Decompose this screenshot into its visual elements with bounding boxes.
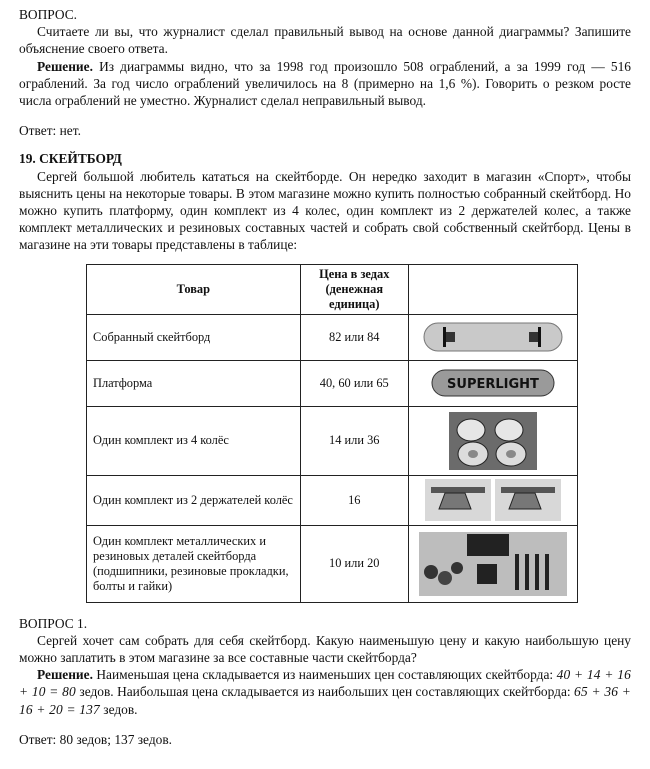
row-name: Один комплект из 2 держателей колёс — [87, 475, 301, 525]
prev-question-text: Считаете ли вы, что журналист сделал правильный вывод на основе данной диаграммы? Запишите объяснение своего ответа. — [19, 24, 631, 57]
question1-answer: Ответ: 80 зедов; 137 зедов. — [19, 731, 172, 747]
solution-text-3: зедов. — [99, 701, 138, 717]
solution-label: Решение. — [37, 58, 93, 74]
row-price: 82 или 84 — [300, 314, 408, 360]
solution-label: Решение. — [37, 667, 93, 683]
prices-table — [86, 264, 578, 603]
prev-question-label: ВОПРОС. — [19, 7, 77, 22]
wheels-image — [408, 406, 577, 475]
hardware-image — [408, 525, 577, 602]
table-row — [87, 314, 578, 360]
row-price: 40, 60 или 65 — [300, 360, 408, 406]
header-price: Цена в зедах (денежная единица) — [300, 264, 408, 314]
solution-text: Наименьшая цена складывается из наименьших цен составляющих скейтборда: — [92, 667, 557, 683]
trucks-image — [408, 475, 577, 525]
section-title: 19. СКЕЙТБОРД — [19, 151, 122, 167]
table-row — [87, 406, 578, 475]
prev-solution-text: Из диаграммы видно, что за 1998 год произошло 508 ограблений, а за 1999 год — 516 ограблений. За год число ограблений увеличилось на 8 (примерно на 1,6 %). Говорить о резком росте числа ограблений не уместно. Журналист сделал неправильный вывод. — [19, 58, 631, 109]
header-item: Товар — [87, 264, 301, 314]
table-row — [87, 360, 578, 406]
table-row — [87, 525, 578, 602]
max-price-expression: 65 + 36 + 16 + 20 = 137 — [19, 684, 632, 717]
assembled-skateboard-image — [408, 314, 577, 360]
section-intro: Сергей большой любитель кататься на скейтборде. Он нередко заходит в магазин «Спорт», чтобы выяснить цены на некоторые товары. В этом магазине можно купить полностью собранный скейтборд. Но можно купить платформу, один комплект из 4 колес, один комплект из 2 держателей колес, а также комплект металлических и резиновых составных частей и собрать свой собственный скейтборд. Цены в магазине на эти товары представлены в таблице: — [19, 168, 631, 253]
prev-answer: Ответ: нет. — [19, 123, 81, 139]
row-price: 16 — [300, 475, 408, 525]
row-name: Платформа — [87, 360, 301, 406]
question1-solution — [19, 666, 631, 718]
svg-text:SUPERLIGHT: SUPERLIGHT — [447, 377, 539, 393]
row-name: Один комплект из 4 колёс — [87, 406, 301, 475]
document-page — [19, 6, 631, 748]
question1-text: Сергей хочет сам собрать для себя скейтборд. Какую наименьшую цену и какую наибольшую цену можно заплатить в этом магазине за все составные части скейтборда? — [19, 632, 631, 666]
deck-image — [408, 360, 577, 406]
prev-solution — [19, 58, 631, 110]
header-image — [408, 264, 577, 314]
solution-text-2: зедов. Наибольшая цена складывается из наибольших цен составляющих скейтборда: — [75, 684, 575, 700]
row-price: 10 или 20 — [300, 525, 408, 602]
row-price: 14 или 36 — [300, 406, 408, 475]
table-row — [87, 475, 578, 525]
row-name: Собранный скейтборд — [87, 314, 301, 360]
question1-label: ВОПРОС 1. — [19, 615, 88, 631]
row-name: Один комплект металлических и резиновых деталей скейтборда (подшипники, резиновые прокладки, болты и гайки) — [87, 525, 301, 602]
min-price-expression: 40 + 14 + 16 + 10 = 80 — [19, 667, 631, 700]
